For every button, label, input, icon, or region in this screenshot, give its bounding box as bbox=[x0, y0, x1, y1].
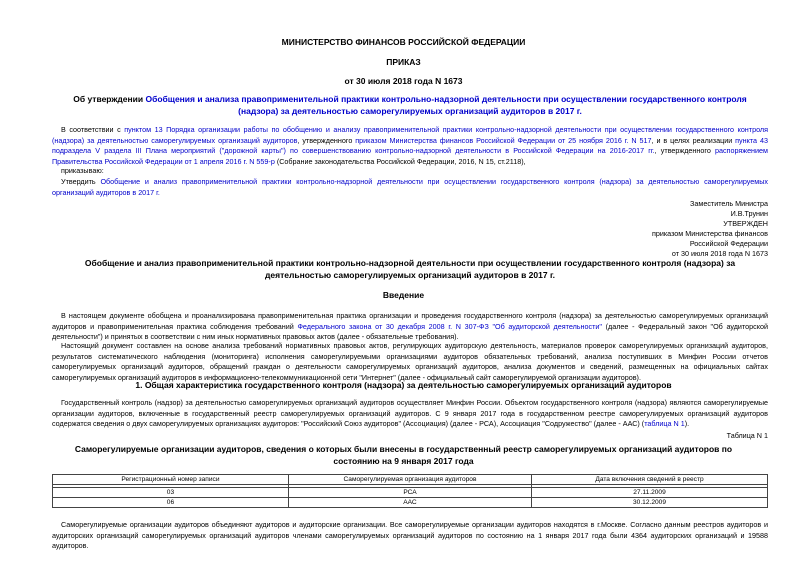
table-row bbox=[53, 488, 768, 498]
column-header: Дата включения сведений в реестр bbox=[532, 475, 768, 485]
preamble-link-procedure[interactable]: пунктом 13 Порядка организации работы по обобщению и анализу правоприменительной практики контрольно-надзорной деятельности при осуществлении государственного контроля (надзора) за деятельностью саморегулируемых организаций аудиторов bbox=[52, 125, 768, 145]
preamble-text-3: , и в целях реализации bbox=[651, 135, 736, 145]
order-title bbox=[60, 93, 760, 117]
signature-block bbox=[652, 199, 768, 259]
approved-date: от 30 июля 2018 года N 1673 bbox=[671, 249, 768, 258]
approved-label: УТВЕРЖДЕН bbox=[723, 219, 768, 228]
approved-by-order: приказом Министерства финансов bbox=[651, 229, 768, 238]
main-title: Обобщение и анализ правоприменительной практики контрольно-надзорной деятельности при осуществлении государственного контроля (надзора) за деятельностью саморегулируемых организаций аудиторов в 2017 г. bbox=[84, 258, 736, 280]
ministry-name: МИНИСТЕРСТВО ФИНАНСОВ РОССИЙСКОЙ ФЕДЕРАЦИИ bbox=[281, 37, 526, 47]
order-title-prefix: Об утверждении bbox=[73, 94, 146, 104]
intro-paragraph-1: В настоящем документе обобщена и проанализирована правоприменительная практика организации и проведения государственного контроля (надзора) за деятельностью саморегулируемых организаций аудиторов и правоприменительная практика соблюдения требований Федерального закона от 30 декабря 2008 г. N 307-ФЗ "Об аудиторской деятельности" (далее - Федеральный закон "Об аудиторской деятельности") и принятых в соответствии с ним иных нормативных правовых актов (далее - обязательные требования). bbox=[52, 311, 768, 341]
preamble-link-decree-559[interactable]: распоряжением Правительства Российской Федерации от 1 апреля 2016 г. N 559-р bbox=[52, 146, 768, 166]
table-cell: 03 bbox=[53, 488, 289, 498]
preamble-text-5: (Собрание законодательства Российской Федерации, 2016, N 15, ст.2118), bbox=[274, 156, 526, 166]
approved-rf: Российской Федерации bbox=[689, 239, 768, 248]
closing-paragraph: Саморегулируемые организации аудиторов объединяют аудиторов и аудиторские организации. Все саморегулируемые организации аудиторов находятся в г.Москве. Согласно данным реестров аудиторов и аудиторских организаций саморегулируемых организаций аудиторов членами саморегулируемых организаций аудиторов по состоянию на 1 января 2017 года были 4364 аудиторских организаций и 19588 аудиторов. bbox=[52, 520, 768, 550]
signature-name: И.В.Трунин bbox=[730, 209, 768, 218]
table-cell: 06 bbox=[53, 498, 289, 508]
intro-paragraph-2: Настоящий документ составлен на основе анализа требований нормативных правовых актов, регулирующих аудиторскую деятельность, материалов проверок саморегулируемых организаций аудиторов, результатов систематического наблюдения (мониторинга) исполнения саморегулируемыми организациями аудиторов обязательных требований, анализа поступивших в Минфин России отчетов саморегулируемых организаций аудиторов, обращений граждан о деятельности саморегулируемых организаций аудиторов, анализа документов и сведений, размещенных на официальных сайтах саморегулируемых организаций аудиторов в информационно-телекоммуникационной сети "Интернет" (далее - официальный сайт саморегулируемой организации аудиторов). bbox=[52, 341, 768, 382]
approve-link[interactable]: Обобщение и анализ правоприменительной практики контрольно-надзорной деятельности при осуществлении государственного контроля (надзора) за деятельностью саморегулируемых организаций аудиторов в 2017 г. bbox=[52, 177, 768, 197]
preamble-text-4: , утвержденного bbox=[654, 146, 715, 155]
preamble-text-2: , утвержденного bbox=[297, 135, 356, 145]
approve-text: Утвердить bbox=[61, 177, 101, 186]
table1-link[interactable]: таблица N 1 bbox=[644, 419, 685, 428]
table-cell: 27.11.2009 bbox=[532, 488, 768, 498]
federal-law-link[interactable]: Федерального закона от 30 декабря 2008 г. N 307-ФЗ "Об аудиторской деятельности" bbox=[297, 321, 602, 331]
table-row bbox=[53, 498, 768, 508]
signature-position: Заместитель Министра bbox=[690, 199, 768, 208]
order-word: приказываю: bbox=[61, 166, 104, 175]
table1-label: Таблица N 1 bbox=[726, 431, 768, 440]
preamble-link-roadmap[interactable]: пункта 43 подраздела V раздела III Плана мероприятий ("дорожной карты") по совершенствованию контрольно-надзорной деятельности в Российской Федерации на 2016-2017 гг. bbox=[52, 135, 768, 155]
order-date-number: от 30 июля 2018 года N 1673 bbox=[344, 76, 463, 86]
section1-heading: 1. Общая характеристика государственного контроля (надзора) за деятельностью саморегулируемых организаций аудиторов bbox=[135, 380, 672, 390]
preamble-paragraph bbox=[52, 125, 768, 167]
registry-table bbox=[52, 474, 768, 508]
table1-title: Саморегулируемые организации аудиторов, сведения о которых были внесены в государственный реестр саморегулируемых организаций аудиторов по состоянию на 9 января 2017 года bbox=[74, 444, 733, 466]
column-header: Саморегулируемая организация аудиторов bbox=[288, 475, 531, 485]
preamble-link-order-517[interactable]: приказом Министерства финансов Российской Федерации от 25 ноября 2016 г. N 517 bbox=[355, 135, 652, 145]
table-cell: 30.12.2009 bbox=[532, 498, 768, 508]
document-type: ПРИКАЗ bbox=[386, 57, 421, 67]
approve-paragraph bbox=[52, 177, 768, 198]
table-cell: ААС bbox=[288, 498, 531, 508]
table-header-row bbox=[53, 475, 768, 485]
table-cell: РСА bbox=[288, 488, 531, 498]
order-title-link[interactable]: Обобщения и анализа правоприменительной практики контрольно-надзорной деятельности при осуществлении государственного контроля (надзора) за деятельностью саморегулируемых организаций аудиторов в 2017 г. bbox=[145, 94, 747, 116]
intro-heading: Введение bbox=[382, 290, 425, 300]
column-header: Регистрационный номер записи bbox=[53, 475, 289, 485]
section1-paragraph: Государственный контроль (надзор) за деятельностью саморегулируемых организаций аудиторов осуществляет Минфин России. Объектом государственного контроля (надзора) являются саморегулируемые организации аудиторов, включенные в государственный реестр саморегулируемых организаций аудиторов. С 9 января 2017 года в государственном реестре саморегулируемых организаций аудиторов содержатся сведения о двух саморегулируемых организациях аудиторов: "Российский Союз аудиторов" (Ассоциация) (далее - РСА), Ассоциация "Содружество" (далее - ААС) (таблица N 1). bbox=[52, 398, 768, 428]
preamble-text-1: В соответствии с bbox=[61, 125, 125, 134]
